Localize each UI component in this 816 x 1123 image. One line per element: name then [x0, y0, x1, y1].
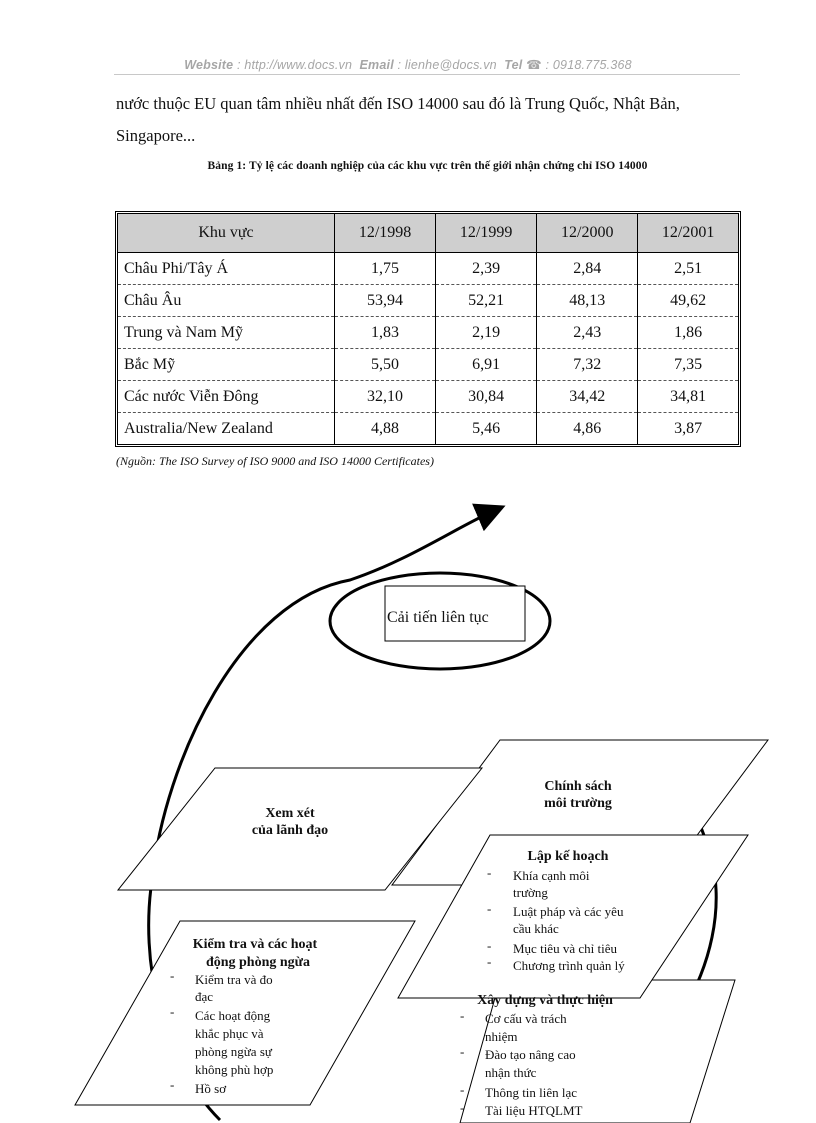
paragraph-line-1: nước thuộc EU quan tâm nhiều nhất đến ISO 14000 sau đó là Trung Quốc, Nhật Bản,: [116, 94, 680, 113]
check-title-2: động phòng ngừa: [205, 955, 311, 970]
planning-item: Mục tiêu và chỉ tiêu: [513, 941, 617, 956]
table-header-row: [118, 214, 738, 253]
table-cell: 32,10: [335, 381, 436, 413]
table-row: [118, 381, 738, 413]
check-item: phòng ngừa sự: [195, 1044, 272, 1059]
tel-label: Tel: [504, 58, 523, 72]
table-cell: 52,21: [436, 285, 537, 317]
ems-cycle-diagram: [0, 490, 816, 1123]
policy-label-1: Chính sách: [544, 779, 612, 794]
implement-item: Tài liệu HTQLMT: [485, 1103, 583, 1118]
check-title-1: Kiểm tra và các hoạt: [192, 937, 318, 952]
table-cell: 1,86: [638, 317, 738, 349]
table-cell: 6,91: [436, 349, 537, 381]
column-header: Khu vực: [118, 214, 335, 253]
table-row: [118, 253, 738, 285]
table-cell: 2,84: [537, 253, 638, 285]
table-cell: 7,35: [638, 349, 738, 381]
implement-item: nhiệm: [485, 1029, 518, 1044]
planning-item: Chương trình quản lý: [513, 958, 625, 973]
table-cell: 2,43: [537, 317, 638, 349]
planning-bullet: -: [487, 901, 492, 916]
data-table: [115, 211, 741, 447]
implement-bullet: -: [460, 1008, 465, 1023]
center-label: Cải tiến liên tục: [387, 609, 489, 626]
column-header: 12/2001: [638, 214, 738, 253]
table-cell: 48,13: [537, 285, 638, 317]
planning-bullet: -: [487, 865, 492, 880]
review-label-2: của lãnh đạo: [251, 823, 329, 838]
implement-item: Thông tin liên lạc: [485, 1085, 578, 1100]
table-cell: 7,32: [537, 349, 638, 381]
website-label: Website: [184, 58, 234, 72]
table-row: [118, 413, 738, 445]
implement-item: Cơ cấu và trách: [485, 1011, 567, 1026]
table-cell: 34,42: [537, 381, 638, 413]
implement-item: Đào tạo nâng cao: [485, 1047, 576, 1062]
review-label-1: Xem xét: [265, 806, 315, 821]
table-cell: Bắc Mỹ: [118, 349, 335, 381]
check-item: Kiểm tra và đo: [195, 972, 273, 987]
table-caption: Bảng 1: Tỷ lệ các doanh nghiệp của các khu vực trên thế giới nhận chứng chỉ ISO 14000: [207, 160, 648, 172]
check-bullet: -: [170, 1077, 175, 1092]
page-header: Website : http://www.docs.vn Email : lienhe@docs.vn Tel ☎ : 0918.775.368: [184, 58, 632, 72]
table-cell: Các nước Viễn Đông: [118, 381, 335, 413]
source-note: (Nguồn: The ISO Survey of ISO 9000 and ISO 14000 Certificates): [116, 454, 434, 468]
table-cell: 2,39: [436, 253, 537, 285]
implement-bullet: -: [460, 1100, 465, 1115]
email-value: lienhe@docs.vn: [404, 58, 497, 72]
table-cell: 3,87: [638, 413, 738, 445]
implement-bullet: -: [460, 1044, 465, 1059]
check-bullet: -: [170, 968, 175, 983]
column-header: 12/1999: [436, 214, 537, 253]
planning-item: trường: [513, 885, 548, 900]
table-cell: 5,46: [436, 413, 537, 445]
check-bullet: -: [170, 1004, 175, 1019]
planning-bullet: -: [487, 954, 492, 969]
check-item: không phù hợp: [195, 1062, 274, 1077]
table-cell: 1,75: [335, 253, 436, 285]
header-divider: [114, 74, 740, 75]
phone-icon: ☎: [526, 58, 542, 72]
table-cell: Châu Phi/Tây Á: [118, 253, 335, 285]
table-cell: 4,88: [335, 413, 436, 445]
check-item: đạc: [195, 989, 214, 1004]
policy-label-2: môi trường: [544, 796, 612, 811]
email-label: Email: [359, 58, 394, 72]
table-cell: Australia/New Zealand: [124, 419, 273, 437]
table-row: [118, 285, 738, 317]
check-item: khắc phục và: [195, 1026, 264, 1041]
planning-bullet: -: [487, 938, 492, 953]
planning-item: Khía cạnh môi: [513, 868, 590, 883]
planning-item: Luật pháp và các yêu: [513, 904, 624, 919]
planning-title: Lập kế hoạch: [527, 849, 609, 864]
table-row: [118, 317, 738, 349]
body-paragraph: [116, 88, 739, 152]
table-cell: 30,84: [436, 381, 537, 413]
implement-item: nhận thức: [485, 1065, 537, 1080]
table-cell: 4,86: [537, 413, 638, 445]
implement-bullet: -: [460, 1082, 465, 1097]
check-item: Các hoạt động: [195, 1008, 271, 1023]
implement-title: Xây dựng và thực hiện: [477, 993, 613, 1008]
table-cell: 49,62: [638, 285, 738, 317]
table-row: [118, 349, 738, 381]
check-item: Hồ sơ: [195, 1081, 227, 1096]
table-cell: 53,94: [335, 285, 436, 317]
planning-item: cầu khác: [513, 921, 559, 936]
tel-value: 0918.775.368: [552, 58, 632, 72]
table-cell: 1,83: [335, 317, 436, 349]
column-header: 12/1998: [335, 214, 436, 253]
table-cell: 2,19: [436, 317, 537, 349]
table-cell: Châu Âu: [118, 285, 335, 317]
column-header: 12/2000: [537, 214, 638, 253]
table-cell: 2,51: [638, 253, 738, 285]
table-cell: 5,50: [335, 349, 436, 381]
website-value: http://www.docs.vn: [244, 58, 353, 72]
table-cell: Trung và Nam Mỹ: [118, 317, 335, 349]
paragraph-line-2: Singapore...: [116, 126, 196, 145]
table-cell: 34,81: [638, 381, 738, 413]
